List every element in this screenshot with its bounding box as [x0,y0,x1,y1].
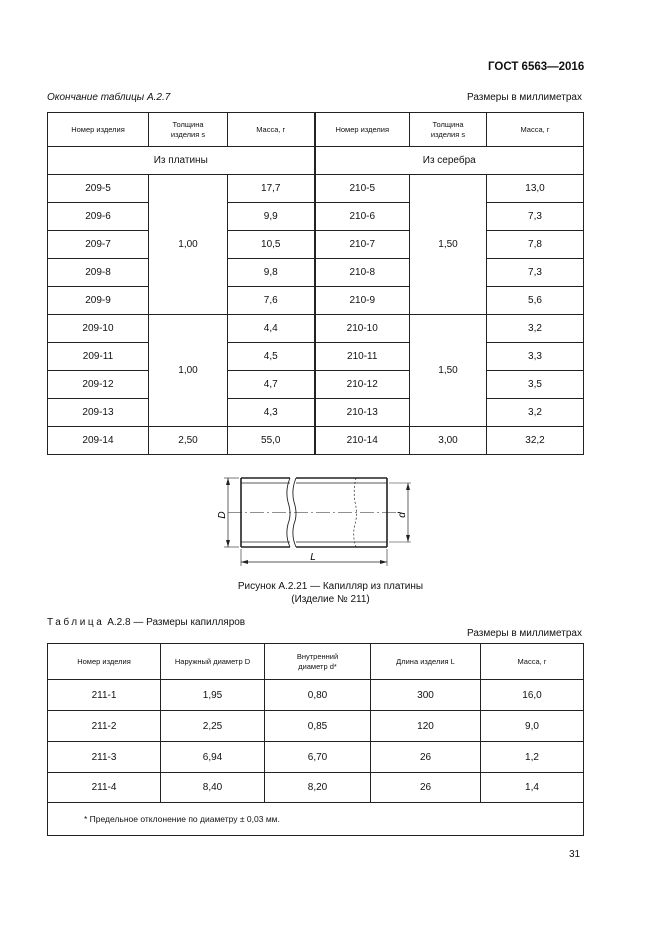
table-a27-end [47,112,584,455]
cell-mass: 4,7 [228,371,315,399]
cell-inner-diameter: 8,20 [265,773,371,803]
col-header-mass: Масса, г [228,113,315,147]
cell-outer-diameter: 1,95 [161,680,265,711]
cell-mass: 4,4 [228,315,315,343]
table1-header-row [48,113,584,147]
cell-item: 209-11 [48,343,149,371]
figure-caption-item: (Изделие № 211) [291,594,370,605]
col-header-item-number: Номер изделия [315,113,410,147]
cell-item: 209-6 [48,203,149,231]
cell-thickness: 1,50 [410,315,487,427]
cell-item: 211-1 [48,680,161,711]
cell-mass: 7,6 [228,287,315,315]
table-row [48,203,584,231]
col-header-inner-diameter: Внутренний диаметр d* [265,644,371,680]
table2-footnote: * Предельное отклонение по диаметру ± 0,03 мм. [48,803,584,836]
cell-item: 210-5 [315,175,410,203]
cell-mass: 13,0 [487,175,584,203]
col-header-mass: Масса, г [481,644,584,680]
table2-title-prefix: Таблица [47,617,105,628]
cell-item: 211-2 [48,711,161,742]
cell-mass: 4,3 [228,399,315,427]
col-header-item-number: Номер изделия [48,644,161,680]
col-header-length: Длина изделия L [371,644,481,680]
table2-header-row [48,644,584,680]
table-row [48,259,584,287]
col-header-mass: Масса, г [487,113,584,147]
table1-units: Размеры в миллиметрах [467,92,582,103]
cell-outer-diameter: 8,40 [161,773,265,803]
document-code: ГОСТ 6563—2016 [488,61,585,73]
cell-thickness: 1,50 [410,175,487,315]
cell-length: 120 [371,711,481,742]
table-a28 [47,643,584,836]
cell-mass: 5,6 [487,287,584,315]
label-inner-diameter: d [397,512,408,518]
cell-item: 210-9 [315,287,410,315]
table2-title-text: А.2.8 — Размеры капилляров [107,617,246,628]
cell-item: 210-12 [315,371,410,399]
col-header-item-number: Номер изделия [48,113,149,147]
cell-item: 210-11 [315,343,410,371]
cell-item: 210-6 [315,203,410,231]
cell-inner-diameter: 0,85 [265,711,371,742]
cell-mass: 7,3 [487,259,584,287]
group-silver: Из серебра [315,147,584,175]
cell-item: 210-14 [315,427,410,455]
cell-mass: 4,5 [228,343,315,371]
cell-item: 209-10 [48,315,149,343]
cell-item: 209-5 [48,175,149,203]
cell-mass: 9,8 [228,259,315,287]
table-row [48,399,584,427]
cell-inner-diameter: 0,80 [265,680,371,711]
cell-item: 210-13 [315,399,410,427]
page-number: 31 [569,849,581,860]
figure-caption: Рисунок А.2.21 — Капилляр из платины [237,581,424,592]
cell-item: 210-10 [315,315,410,343]
cell-mass: 9,0 [481,711,584,742]
cell-item: 211-4 [48,773,161,803]
label-outer-diameter: D [217,511,228,519]
cell-thickness: 3,00 [410,427,487,455]
cell-mass: 17,7 [228,175,315,203]
cell-length: 300 [371,680,481,711]
cell-outer-diameter: 6,94 [161,742,265,773]
cell-mass: 9,9 [228,203,315,231]
table-row [48,773,584,803]
col-header-thickness: Толщина изделия s [149,113,228,147]
table-row [48,175,584,203]
table-row [48,680,584,711]
table1-group-row [48,147,584,175]
table-row [48,231,584,259]
table-row [48,711,584,742]
cell-mass: 16,0 [481,680,584,711]
table-row [48,287,584,315]
cell-outer-diameter: 2,25 [161,711,265,742]
table2-title [47,617,245,628]
cell-mass: 10,5 [228,231,315,259]
table-row [48,427,584,455]
cell-item: 209-13 [48,399,149,427]
group-platinum: Из платины [48,147,315,175]
cell-item: 211-3 [48,742,161,773]
table2-footnote-row [48,803,584,836]
cell-length: 26 [371,773,481,803]
cell-mass: 1,2 [481,742,584,773]
cell-item: 209-9 [48,287,149,315]
cell-thickness: 1,00 [149,175,228,315]
cell-mass: 3,3 [487,343,584,371]
cell-item: 210-8 [315,259,410,287]
cell-item: 210-7 [315,231,410,259]
cell-mass: 32,2 [487,427,584,455]
table2-units: Размеры в миллиметрах [467,628,582,639]
cell-item: 209-8 [48,259,149,287]
cell-length: 26 [371,742,481,773]
cell-mass: 3,2 [487,315,584,343]
cell-thickness: 2,50 [149,427,228,455]
table-row [48,742,584,773]
table-row [48,315,584,343]
cell-inner-diameter: 6,70 [265,742,371,773]
cell-item: 209-12 [48,371,149,399]
label-length: L [310,552,316,563]
cell-mass: 7,3 [487,203,584,231]
capillary-drawing [210,470,430,570]
table-row [48,371,584,399]
cell-item: 209-14 [48,427,149,455]
cell-thickness: 1,00 [149,315,228,427]
col-header-outer-diameter: Наружный диаметр D [161,644,265,680]
cell-mass: 55,0 [228,427,315,455]
cell-mass: 7,8 [487,231,584,259]
cell-item: 209-7 [48,231,149,259]
col-header-thickness: Толщина изделия s [410,113,487,147]
cell-mass: 3,2 [487,399,584,427]
cell-mass: 3,5 [487,371,584,399]
table-row [48,343,584,371]
cell-mass: 1,4 [481,773,584,803]
table1-caption: Окончание таблицы А.2.7 [47,92,171,103]
